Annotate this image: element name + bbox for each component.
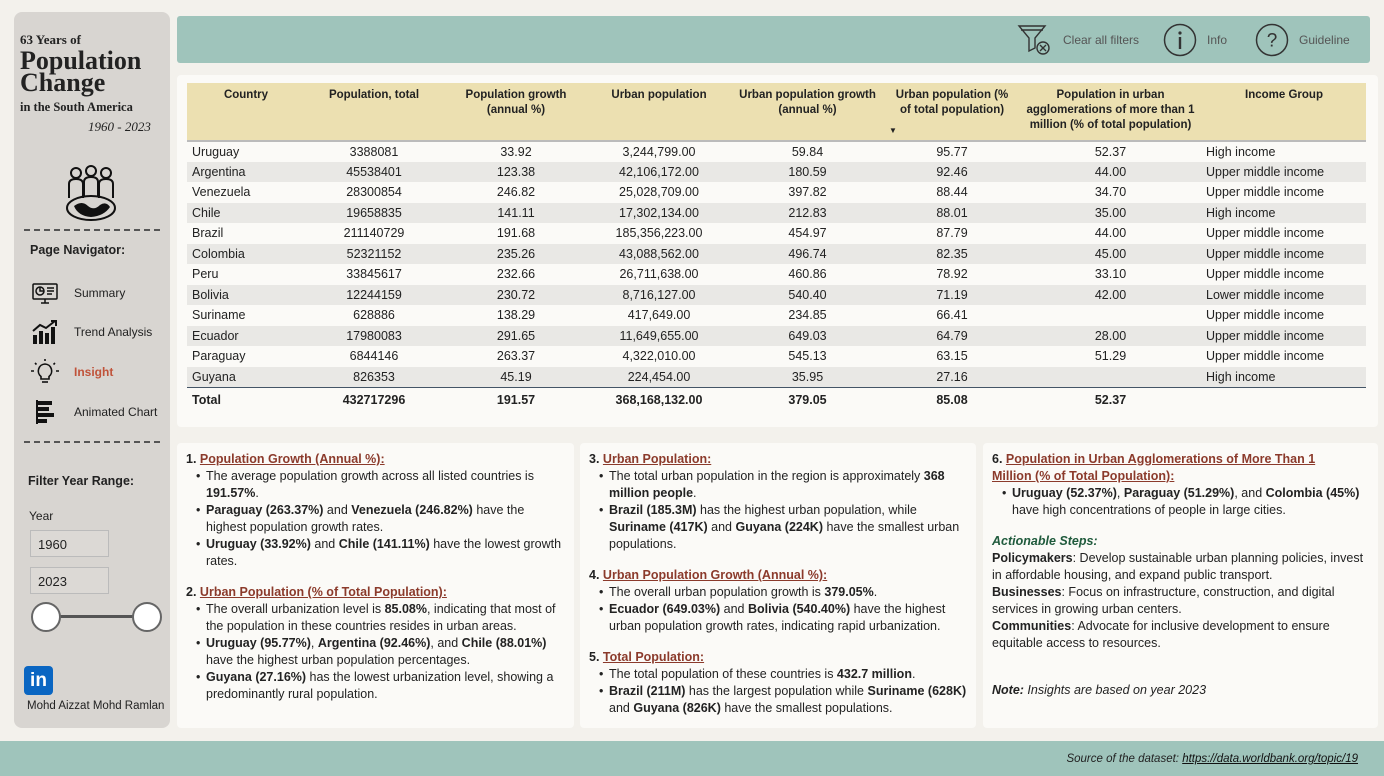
table-cell: 263.37 bbox=[496, 349, 536, 364]
table-row[interactable] bbox=[187, 141, 1366, 162]
table-cell: Ecuador bbox=[187, 326, 304, 347]
table-cell: 25,028,709.00 bbox=[619, 185, 699, 200]
column-header[interactable]: Population, total bbox=[304, 83, 444, 141]
action-communities: Communities: Advocate for inclusive development to ensure equitable access to resources. bbox=[992, 619, 1330, 650]
table-cell: 87.79 bbox=[936, 226, 968, 241]
table-cell: 44.00 bbox=[1019, 162, 1202, 183]
table-cell: 454.97 bbox=[788, 226, 827, 241]
table-cell: 19658835 bbox=[304, 203, 444, 224]
clear-filters-button[interactable] bbox=[1017, 22, 1139, 58]
dataset-source: Source of the dataset: https://data.worldbank.org/topic/19 bbox=[1066, 753, 1358, 765]
total-cell: 191.57 bbox=[444, 387, 588, 413]
table-cell: Upper middle income bbox=[1206, 349, 1325, 364]
total-cell: 52.37 bbox=[1019, 387, 1202, 413]
table-cell: Guyana bbox=[187, 367, 304, 388]
dataset-link[interactable]: https://data.worldbank.org/topic/19 bbox=[1182, 753, 1358, 765]
table-cell: 6844146 bbox=[349, 349, 399, 364]
table-cell: 8,716,127.00 bbox=[588, 285, 730, 306]
brand-line3: Change bbox=[20, 68, 106, 97]
table-cell: 88.01 bbox=[885, 203, 1019, 224]
table-row[interactable] bbox=[187, 346, 1366, 367]
table-cell: 52.37 bbox=[1094, 144, 1127, 159]
table-row[interactable] bbox=[187, 203, 1366, 224]
section-title: 6. Population in Urban Agglomerations of More Than 1 Million (% of Total Population): bbox=[992, 452, 1316, 483]
table-cell: 397.82 bbox=[788, 185, 827, 200]
table-cell: 235.26 bbox=[444, 244, 588, 265]
nav-item-trend-analysis[interactable] bbox=[30, 319, 166, 345]
table-cell: Peru bbox=[192, 267, 219, 282]
table-cell: Upper middle income bbox=[1202, 162, 1366, 183]
list-item: • The average population growth across all listed countries is 191.57%. bbox=[196, 468, 565, 502]
sidebar bbox=[14, 12, 170, 728]
clear-filters-label: Clear all filters bbox=[1063, 33, 1140, 47]
table-cell: 35.00 bbox=[1019, 203, 1202, 224]
population-table bbox=[187, 83, 1366, 413]
table-cell: 35.95 bbox=[730, 367, 885, 388]
table-cell: 51.29 bbox=[1094, 349, 1127, 364]
actionable-steps-title: Actionable Steps: bbox=[992, 534, 1098, 548]
population-globe-icon bbox=[64, 164, 118, 222]
table-cell: 33845617 bbox=[346, 267, 402, 282]
section-title: 2. Urban Population (% of Total Population): bbox=[186, 585, 447, 599]
column-header[interactable]: Population in urban agglomerations of more than 1 million (% of total population) bbox=[1019, 83, 1202, 141]
info-icon bbox=[1163, 23, 1197, 57]
table-cell: 34.70 bbox=[1094, 185, 1127, 200]
table-row[interactable] bbox=[187, 367, 1366, 388]
nav-title: Page Navigator: bbox=[30, 243, 126, 257]
top-bar bbox=[177, 16, 1370, 63]
table-cell: 211140729 bbox=[343, 226, 405, 241]
column-header[interactable]: Income Group bbox=[1202, 83, 1366, 141]
svg-text:?: ? bbox=[1266, 30, 1278, 52]
table-cell: 138.29 bbox=[496, 308, 536, 323]
table-cell: 545.13 bbox=[788, 349, 827, 364]
table-cell: 28300854 bbox=[346, 185, 402, 200]
table-cell: 826353 bbox=[304, 367, 444, 388]
table-cell: 230.72 bbox=[444, 285, 588, 306]
table-cell: Argentina bbox=[187, 162, 304, 183]
year-slider-track[interactable] bbox=[46, 615, 146, 618]
total-cell bbox=[1202, 387, 1366, 413]
list-item: • The overall urban population growth is 379.05%. bbox=[599, 584, 967, 601]
table-cell: 88.44 bbox=[936, 185, 968, 200]
filter-clear-icon bbox=[1017, 23, 1053, 57]
table-cell: 33.92 bbox=[500, 144, 532, 159]
table-cell: 3388081 bbox=[349, 144, 399, 159]
table-cell: 52321152 bbox=[304, 244, 444, 265]
brand-line2: Population bbox=[20, 46, 142, 75]
table-cell: 28.00 bbox=[1019, 326, 1202, 347]
author-name: Mohd Aizzat Mohd Ramlan bbox=[27, 700, 165, 712]
table-cell: 3,244,799.00 bbox=[622, 144, 696, 159]
table-cell: 191.68 bbox=[496, 226, 536, 241]
list-item: • Ecuador (649.03%) and Bolivia (540.40%) have the highest urban population growth rates, indicating rapid urbanization. bbox=[599, 601, 967, 635]
filter-title: Filter Year Range: bbox=[28, 474, 135, 488]
nav-item-label: Summary bbox=[74, 286, 126, 300]
list-item: • Uruguay (33.92%) and Chile (141.11%) have the lowest growth rates. bbox=[196, 536, 565, 570]
column-header[interactable]: Population growth (annual %) bbox=[444, 83, 588, 141]
total-cell: 368,168,132.00 bbox=[588, 387, 730, 413]
table-cell: Uruguay bbox=[192, 144, 240, 159]
table-row[interactable] bbox=[187, 162, 1366, 183]
table-cell: 460.86 bbox=[788, 267, 827, 282]
table-total-row bbox=[187, 387, 1366, 413]
table-header bbox=[187, 83, 1366, 141]
table-cell: 628886 bbox=[353, 308, 395, 323]
table-cell: Upper middle income bbox=[1206, 267, 1325, 282]
table-cell: 232.66 bbox=[496, 267, 536, 282]
section-title: 4. Urban Population Growth (Annual %): bbox=[589, 568, 828, 582]
table-cell: 45.19 bbox=[444, 367, 588, 388]
guideline-button[interactable] bbox=[1255, 22, 1350, 58]
table-row[interactable] bbox=[187, 285, 1366, 306]
end-year-input[interactable]: 2023 bbox=[30, 567, 109, 594]
table-cell: 496.74 bbox=[730, 244, 885, 265]
table-cell: 45538401 bbox=[304, 162, 444, 183]
table-cell: Upper middle income bbox=[1202, 326, 1366, 347]
table-cell: 17980083 bbox=[304, 326, 444, 347]
sort-desc-icon: ▼ bbox=[889, 126, 897, 135]
section-title: 5. Total Population: bbox=[589, 650, 705, 664]
total-cell: 432717296 bbox=[304, 387, 444, 413]
guideline-label: Guideline bbox=[1299, 33, 1350, 47]
table-cell: 123.38 bbox=[444, 162, 588, 183]
table-cell: 44.00 bbox=[1094, 226, 1127, 241]
table-cell: 212.83 bbox=[730, 203, 885, 224]
nav-item-label: Insight bbox=[74, 365, 114, 379]
table-row[interactable] bbox=[187, 264, 1366, 285]
table-cell: 224,454.00 bbox=[588, 367, 730, 388]
table-cell: 64.79 bbox=[885, 326, 1019, 347]
column-header[interactable]: Urban population (% of total population) ▼ bbox=[885, 83, 1019, 141]
table-cell: 11,649,655.00 bbox=[588, 326, 730, 347]
nav-item-insight[interactable] bbox=[30, 359, 166, 385]
table-cell: 649.03 bbox=[730, 326, 885, 347]
info-label: Info bbox=[1207, 33, 1228, 47]
nav-item-label: Animated Chart bbox=[74, 405, 158, 419]
footer bbox=[0, 741, 1384, 776]
table-cell: 92.46 bbox=[885, 162, 1019, 183]
column-header[interactable]: Urban population growth (annual %) bbox=[730, 83, 885, 141]
table-cell: Suriname bbox=[192, 308, 246, 323]
table-row[interactable] bbox=[187, 182, 1366, 203]
table-cell: High income bbox=[1206, 144, 1276, 159]
table-cell: 141.11 bbox=[444, 203, 588, 224]
table-cell: 82.35 bbox=[885, 244, 1019, 265]
table-cell: 63.15 bbox=[936, 349, 968, 364]
list-item: • The total population of these countries is 432.7 million. bbox=[599, 666, 967, 683]
table-cell: 246.82 bbox=[496, 185, 536, 200]
column-header[interactable]: Urban population bbox=[588, 83, 730, 141]
table-cell: 71.19 bbox=[885, 285, 1019, 306]
divider bbox=[24, 229, 160, 231]
table-cell: Upper middle income bbox=[1206, 185, 1325, 200]
note: Note: Insights are based on year 2023 bbox=[992, 683, 1207, 697]
bar-chart-icon bbox=[30, 399, 60, 425]
year-slider-end-handle[interactable] bbox=[132, 602, 162, 632]
table-cell: 43,088,562.00 bbox=[588, 244, 730, 265]
table-cell: 45.00 bbox=[1019, 244, 1202, 265]
table-cell: Bolivia bbox=[187, 285, 304, 306]
section-title: 3. Urban Population: bbox=[589, 452, 712, 466]
table-cell: High income bbox=[1202, 203, 1366, 224]
table-cell: 540.40 bbox=[730, 285, 885, 306]
list-item: • Brazil (185.3M) has the highest urban population, while Suriname (417K) and Guyana (224K) have the smallest urban populations. bbox=[599, 502, 967, 553]
insight-card-1 bbox=[177, 443, 574, 728]
brand-line1: 63 Years of bbox=[20, 32, 81, 47]
table-cell: Chile bbox=[187, 203, 304, 224]
question-icon bbox=[1255, 23, 1289, 57]
brand-years: 1960 - 2023 bbox=[88, 119, 151, 134]
insight-card-3 bbox=[983, 443, 1378, 728]
table-cell: 291.65 bbox=[444, 326, 588, 347]
total-cell: Total bbox=[187, 387, 304, 413]
nav-item-summary[interactable] bbox=[30, 280, 166, 306]
action-businesses: Businesses: Focus on infrastructure, construction, and digital services in growing urban centers. bbox=[992, 585, 1335, 616]
list-item: • Guyana (27.16%) has the lowest urbanization level, showing a predominantly rural population. bbox=[196, 669, 565, 703]
table-cell: Brazil bbox=[192, 226, 224, 241]
table-cell: Colombia bbox=[187, 244, 304, 265]
table-cell: Upper middle income bbox=[1206, 226, 1325, 241]
table-cell: 417,649.00 bbox=[627, 308, 691, 323]
table-cell bbox=[1019, 305, 1202, 326]
nav-item-animated-chart[interactable] bbox=[30, 399, 166, 425]
table-cell: 26,711,638.00 bbox=[619, 267, 699, 282]
table-cell: 234.85 bbox=[788, 308, 827, 323]
table-cell: 17,302,134.00 bbox=[588, 203, 730, 224]
table-cell: 33.10 bbox=[1094, 267, 1127, 282]
data-table-card bbox=[177, 75, 1378, 427]
table-cell: 185,356,223.00 bbox=[615, 226, 703, 241]
trend-chart-icon bbox=[30, 319, 60, 345]
table-cell bbox=[1019, 367, 1202, 388]
table-cell: 66.41 bbox=[936, 308, 968, 323]
total-cell: 85.08 bbox=[885, 387, 1019, 413]
table-cell: 27.16 bbox=[885, 367, 1019, 388]
list-item: • The total urban population in the region is approximately 368 million people. bbox=[599, 468, 967, 502]
section-title: 1. Population Growth (Annual %): bbox=[186, 452, 385, 466]
table-row[interactable] bbox=[187, 244, 1366, 265]
table-row[interactable] bbox=[187, 223, 1366, 244]
table-cell: 180.59 bbox=[730, 162, 885, 183]
brand-title bbox=[20, 32, 151, 135]
lightbulb-icon bbox=[30, 359, 60, 385]
table-cell: 42.00 bbox=[1019, 285, 1202, 306]
table-cell: 59.84 bbox=[791, 144, 824, 159]
table-cell: High income bbox=[1202, 367, 1366, 388]
divider bbox=[24, 441, 160, 443]
table-cell: Venezuela bbox=[192, 185, 251, 200]
list-item: • Uruguay (52.37%), Paraguay (51.29%), and Colombia (45%) have high concentrations of people in large cities. bbox=[1002, 485, 1369, 519]
table-cell: Upper middle income bbox=[1206, 308, 1325, 323]
year-slider-start-handle[interactable] bbox=[31, 602, 61, 632]
year-label: Year bbox=[29, 509, 54, 523]
total-cell: 379.05 bbox=[730, 387, 885, 413]
brand-line4: in the South America bbox=[20, 100, 133, 114]
table-row[interactable] bbox=[187, 326, 1366, 347]
list-item: • The overall urbanization level is 85.08%, indicating that most of the population in these countries resides in urban areas. bbox=[196, 601, 565, 635]
action-policymakers: Policymakers: Develop sustainable urban planning policies, invest in affordable housing, and expand public transport. bbox=[992, 551, 1364, 582]
nav-item-label: Trend Analysis bbox=[74, 325, 153, 339]
table-row[interactable] bbox=[187, 305, 1366, 326]
list-item: • Brazil (211M) has the largest population while Suriname (628K) and Guyana (826K) have the smallest populations. bbox=[599, 683, 967, 717]
start-year-input[interactable]: 1960 bbox=[30, 530, 109, 557]
table-cell: Lower middle income bbox=[1202, 285, 1366, 306]
table-cell: 4,322,010.00 bbox=[622, 349, 696, 364]
list-item: • Paraguay (263.37%) and Venezuela (246.82%) have the highest population growth rates. bbox=[196, 502, 565, 536]
table-cell: Upper middle income bbox=[1202, 244, 1366, 265]
table-cell: Paraguay bbox=[192, 349, 246, 364]
table-cell: 78.92 bbox=[936, 267, 968, 282]
info-button[interactable] bbox=[1163, 22, 1227, 58]
column-header[interactable]: Country bbox=[187, 83, 304, 141]
table-cell: 12244159 bbox=[304, 285, 444, 306]
table-cell: 95.77 bbox=[936, 144, 968, 159]
table-cell: 42,106,172.00 bbox=[588, 162, 730, 183]
list-item: • Uruguay (95.77%), Argentina (92.46%), and Chile (88.01%) have the highest urban population percentages. bbox=[196, 635, 565, 669]
insight-card-2 bbox=[580, 443, 976, 728]
dashboard-icon bbox=[30, 280, 60, 306]
linkedin-icon[interactable]: in bbox=[24, 666, 53, 695]
